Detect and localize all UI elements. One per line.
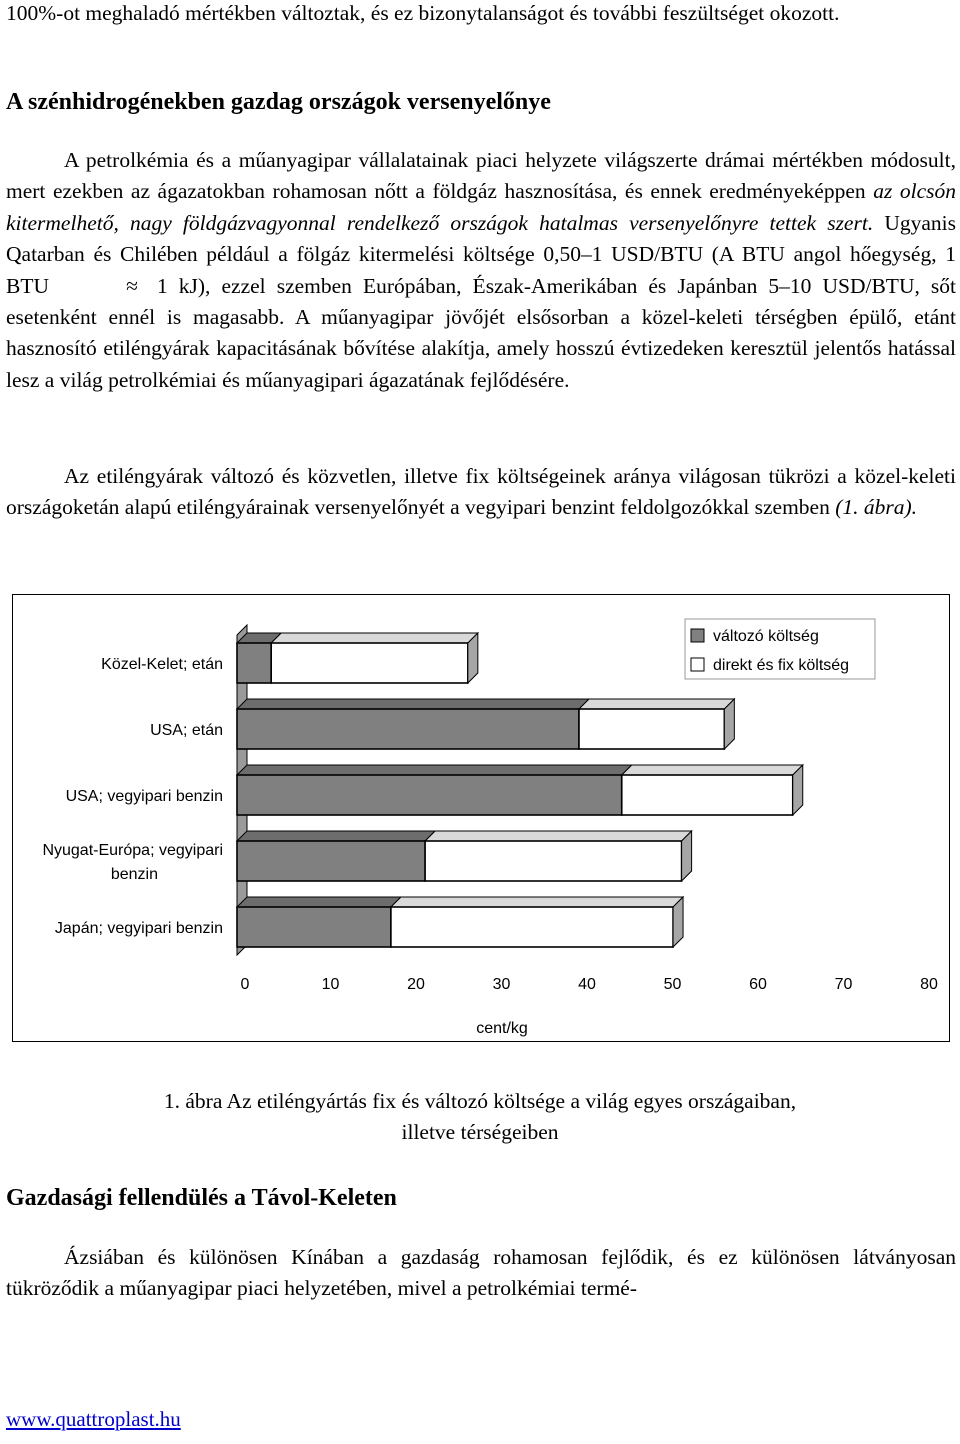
section2-paragraph-1: Ázsiában és különösen Kínában a gazdaság rohamosan fejlődik, és ez különösen látványosan tükröződik a műanyagipar piaci helyzetében, mivel a petrolkémiai termé- <box>6 1245 956 1301</box>
x-axis-label: cent/kg <box>476 1020 528 1037</box>
category-label-2: USA; vegyipari benzin <box>65 788 223 805</box>
chart-canvas <box>13 595 949 1041</box>
bar-variable-3-top <box>237 831 435 841</box>
category-label-1: USA; etán <box>150 722 223 739</box>
figure-caption-line2: illetve térségeiben <box>401 1120 559 1144</box>
bar-variable-4 <box>237 907 391 947</box>
x-tick-label-5: 50 <box>663 976 682 993</box>
bar-variable-1 <box>237 709 579 749</box>
section1-paragraph-1: A petrolkémia és a műanyagipar vállalatainak piaci helyzete világszerte drámai mértékben módosult, mert ezekben az ágazatokban rohamosan nőtt a földgáz hasznosítása, és ennek eredményeképpen az olcsón kitermelhető, nagy földgázvagyonnal rendelkező országok hatalmas versenyelőnyre tettek szert. Ugyanis Qatarban és Chilében például a fölgáz kitermelési költsége 0,50–1 USD/BTU (A BTU angol hőegység, 1 BTU ≈ 1 kJ), ezzel szemben Európában, Észak-Amerikában és Japánban 5–10 USD/BTU, sőt esetenként ennél is magasabb. A műanyagipar jövőjét elsősorban a közel-keleti térségben épülő, etánt hasznosító etiléngyárak kapacitásának bővítése alakítja, amely hosszú évtizedeken keresztül jelentős hatással lesz a világ petrolkémiai és műanyagipari ágazatának fejlődésére. <box>6 148 957 392</box>
bar-fixed-0 <box>271 643 468 683</box>
bar-variable-2 <box>237 775 622 815</box>
bar-fixed-1-top <box>579 699 734 709</box>
bar-variable-4-top <box>237 897 401 907</box>
bar-fixed-4-top <box>391 897 683 907</box>
category-label-3: Nyugat-Európa; vegyipari benzin <box>42 842 223 883</box>
bar-variable-2-top <box>237 765 632 775</box>
x-tick-label-3: 30 <box>492 976 511 993</box>
section-heading-competitive-advantage: A szénhidrogénekben gazdag országok versenyelőnye <box>6 89 551 115</box>
approx-symbol: ≈ <box>126 273 138 298</box>
bar-fixed-2 <box>622 775 793 815</box>
bar-fixed-1 <box>579 709 724 749</box>
figure-chart <box>12 594 950 1042</box>
legend-swatch-1 <box>691 658 704 671</box>
legend-swatch-0 <box>691 629 704 642</box>
bar-fixed-0-top <box>271 633 478 643</box>
bar-variable-0 <box>237 643 271 683</box>
x-tick-label-7: 70 <box>834 976 853 993</box>
section-heading-far-east: Gazdasági fellendülés a Távol-Keleten <box>6 1185 397 1211</box>
bar-fixed-4 <box>391 907 673 947</box>
x-tick-label-8: 80 <box>920 976 938 993</box>
bar-variable-1-top <box>237 699 589 709</box>
bar-variable-3 <box>237 841 425 881</box>
bar-fixed-3-top <box>425 831 691 841</box>
emphasis-text: az olcsón kitermelhető, nagy földgázvagyonnal rendelkező országok hatalmas versenyelőnyre tettek szert. <box>6 179 957 235</box>
x-tick-label-4: 40 <box>578 976 596 993</box>
category-label-0: Közel-Kelet; etán <box>101 656 223 673</box>
x-tick-label-0: 0 <box>240 976 250 993</box>
legend-label-0: változó költség <box>713 628 819 645</box>
figure-caption-line1: 1. ábra Az etiléngyártás fix és változó költsége a világ egyes országaiban, <box>163 1089 797 1113</box>
figure-reference: (1. ábra). <box>835 495 918 520</box>
section1-paragraph-2: Az etiléngyárak változó és közvetlen, illetve fix költségeinek aránya világosan tükrözi a közel-keleti országoketán alapú etiléngyárainak versenyelőnyét a vegyipari benzint feldolgozókkal szemben (1. ábra). <box>6 464 956 520</box>
x-tick-label-1: 10 <box>321 976 340 993</box>
x-tick-label-2: 20 <box>407 976 425 993</box>
bar-fixed-2-top <box>622 765 803 775</box>
x-tick-label-6: 60 <box>749 976 767 993</box>
website-link[interactable]: www.quattroplast.hu <box>6 1407 181 1431</box>
bar-fixed-3 <box>425 841 681 881</box>
legend-label-1: direkt és fix költség <box>713 657 850 674</box>
category-label-4: Japán; vegyipari benzin <box>54 920 223 937</box>
intro-paragraph: 100%-ot meghaladó mértékben változtak, és ez bizonytalanságot és további feszültséget okozott. <box>6 1 840 25</box>
